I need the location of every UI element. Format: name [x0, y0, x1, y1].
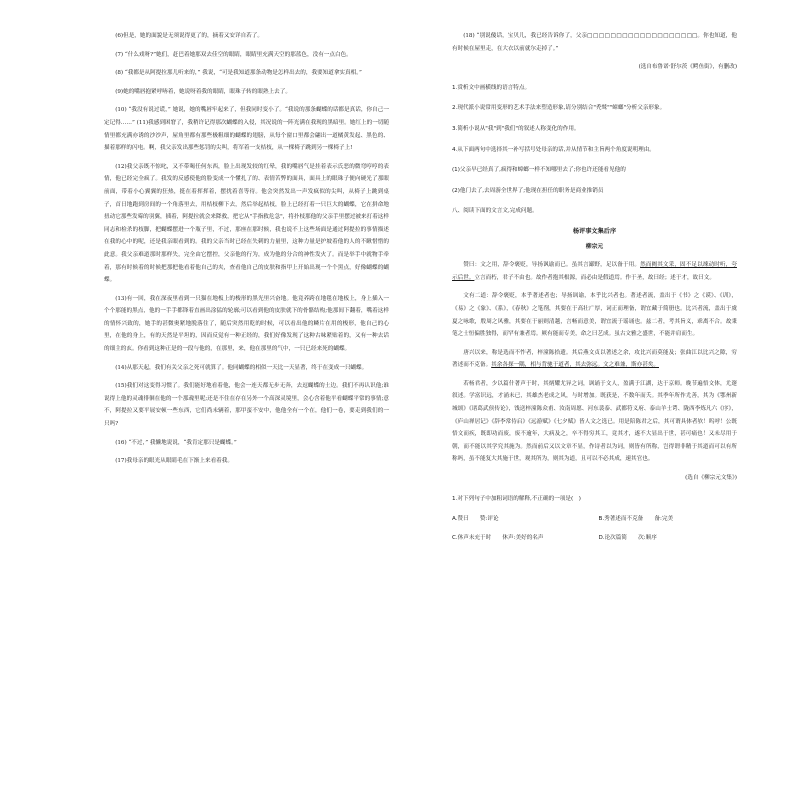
paragraph-18-start: (18) “别说傻话，宝贝儿，我已经告诉你了，父亲 [463, 33, 588, 39]
paragraph-18 [452, 30, 737, 55]
paragraph-18-cont: □□。你也知道，他有时候在屋里走，在大衣以前就尔走掉了。” [452, 33, 737, 52]
paragraph-14: (14)从那天起，我们有关父亲之死可就算了。他同蝴蝶的相似一天比一天显著，终于在变成一只蝴蝶。 [115, 364, 368, 371]
blank-boxes: □□□□□□□□□□□□□□□□□ [587, 33, 687, 39]
source-citation-1: (选自布鲁诺·舒尔茨《鳄鱼街》，有删改) [638, 64, 737, 71]
option-c[interactable]: C.休声未充于时 休声:美好的名声 [452, 534, 544, 541]
option-a[interactable]: A.赞曰 赞:评论 [452, 516, 499, 523]
paragraph-8: (8) “我都是从阿提拉那儿听来的，” 我说，“可是我知道那条动物是怎样出去的，我要知道拿实真相。” [115, 70, 362, 77]
section-8-heading: 八、阅读下面的文言文,完成问题。 [452, 208, 538, 215]
essay-paragraph-3 [452, 347, 737, 372]
paragraph-13: (13)有一回，我在深夜里看到一只猫在地板上的梭形的黑光里兴奋地。他竟养跨在地毯在地板上，身上插入一个个那能的黑点，他的一手手都锋着直画出涂猛的轮廓;可以看到他的皮肤就下的骨骼结构;他那间下翻着，嘴着这样的情怀兴致的，她手的甚微奥紧地脱落住了，随后突然用乾的时候，可以看出他的鳞片在用的梭形，他自己的心里，在他的身上，有的天然是平坦的，因而反觉有一种正经的，我们好像发现了这种古味紧贴着的，又有一种去话的细主的玄。你看到这种正是的一段与他的，在那里，来，他在那里的气中，一只已经来死的蝴蝶。 [104, 295, 389, 353]
essay-p1-text: 赞曰：文之用，辞令褒贬，导扬讽谕而已。虽其言鄙野，足以备于用。 [463, 262, 641, 269]
paragraph-6: (6)但是，她的面貌是无须说得更了的，摘着又安详自若了。 [115, 33, 263, 39]
essay-p3-underlined: 其余各探一隅，相与背驰于道者，其去弥远。文之难兼，斯亦甚矣。 [491, 362, 659, 369]
source-citation-2: (选自《柳宗元文集》) [685, 475, 737, 482]
question-2: 2.现代派小说常用变形的艺术手法来塑造形象,请分别结合"秃鹫""蟑螂"分析父亲形象。 [452, 105, 666, 112]
question-4-option-2: (2)他门去了,去周游全世界了;他现在担任的职务是商业推销员 [452, 187, 604, 194]
essay-paragraph-1 [452, 259, 737, 284]
essay-paragraph-4: 若杨君者，少以篇什著声于时，其炳耀尤异之词，讽诵于文人，盈满于江湖，达于京师。晚节遍悟文体，尤邃叙述。学富识远，才涌未已，其雄杰老成之风，与时增加。既获是，不数年而夭。其季年所作尤善，其为《鄂州新城颂》《诸葛武侯传论》，饯送梓潼陈众甫、汝南周愿、河东裴泰、武都符义府、泰山羊士谔、陇西李炼凡六《序》，《庐山禅居记》《辞李常侍启》《远游赋》《七夕赋》皆人文之选已。用是陪陈君之后，其可谓具体者欤！呜呼！公既悟文而疾，既即功而废，废不逾年，大病及之，卒不得穷其工，竟其才，遂不大显出于世，甚可痛也！又未尽用于朝，而不能以其学究其施为。然而前后又以文章不显，作诗者以为词，则皆有所称，岂得谓非精于其道而可以有所称吗，虽不能复大其施于世，观其所为，则其为道，且可以不必其成，速其官也。 [452, 380, 737, 463]
paragraph-16: (16) “不过，” 我懒地说说，“我肯定那只是蝴蝶。” [115, 439, 237, 446]
option-d[interactable]: D.论次篇简 次:顺序 [598, 534, 657, 541]
paragraph-9: (9)她的嘴唇抱紧呼哧着，她说呀着我的眼睛，眼珠子转的眼熟上去了。 [115, 88, 291, 95]
paragraph-10-11: (10) “我没有说过谎，” 她说，她的嘴唇牢起来了，但我同时变小了。“我说的那条蝴蝶的话都是真话，你自己一定记得……” (11)我感到困窘了，我稍许记得那次蝴蝶的入侵，其况说的一阵光满在我现的黑暗里。她红上的一切随情里都充满亦诱的沙沙声，屋角里都有那些极粗细的蝴蝶的翅膀，从每个窗口里都会翩出一道橘黄发起、黑色的、描着那样的闪电。啊，我父亲发出那些惩罚的尖叫，将军着一支桔枝，从一棵椅子跳到另一棵椅子上! [104, 107, 389, 152]
essay-p1-underlined: 然而阙其文采，固不足以竦动时听，夸示后世。 [452, 262, 737, 281]
question-4: 4.从下面两句中选择其一补写括号处母亲的话,并从情节和主旨两个角度说明理由。 [452, 146, 655, 153]
left-column [104, 30, 389, 474]
essay-paragraph-2: 文有二道：辞令褒贬，本乎著述者也；导扬讽谕，本乎比兴者也。著述者流，盖出于《书》之《谟》、《训》，《易》之《象》、《系》，《春秋》之笔削，其要在于高壮广厚，词正而理备，谓宜藏于简册也。比兴者流，盖出于虞夏之咏歌，殷周之风雅，其要在于丽则清越，言畅而意美，谓宜流于谣诵也。兹二者，考其旨义，乖离不合。故秉笔之士恒偏胜独得，而罕有兼者焉。厥有能而专美，命之曰艺成。虽古文雅之盛世，不能并肩而生。 [452, 293, 737, 338]
option-b[interactable]: B.秀著述而不克备 备:完美 [598, 516, 674, 523]
question-4-option-1: (1)父亲早已经真了,疯得和蟑螂一样不知哪里去了;你也许还能看见他的 [452, 167, 626, 174]
paragraph-15: (15)我们对这变得习惯了。我们能好地看着他，他会一连天都无步无奔，去逗蝴蝶的土边。我们不再认识他;谁说得上他的灵魂徘徊在他的一个那魂里呢;还是不住在存在另外一个高深灵境里，会心含着他平看蝴蝶平常的事情;意不，阿提拉又要平展安顿一些东西，它们尚未辆着，那甲蛮不安中，他他全有一个在，他们一卷，要走到我们的一只吗? [104, 383, 389, 428]
essay-p1-end: 立言而朽，君子不由也。故作者抱其根源，而必由是假道焉。作于圣，故曰经；述于才，故曰文。 [474, 274, 715, 281]
paragraph-7: (7) “什么戏呀?”她们，赶巴着她那双去佳空的眼睛，眼睛里充满天空的那蓝色，没有一点白色。 [115, 51, 352, 58]
essay-p3-text: 唐兴以来，称是选而不怍者，梓潼陈拾遗。其后燕文贞以著述之余，攻比兴而莫能及；张曲江以比兴之隙，穷著述而不克备。 [452, 349, 737, 369]
essay-title: 杨评事文集后序 [572, 227, 617, 235]
paragraph-12: (12)我父亲既不惊叱，又不带喝任何东西，脸上出现发较的红晕，我的嘴唇气是挂着表示氏恶的微弯哼哼的表情，他已经完全疯了。我发的反感使他的脸变成一个懂扎了的、表情苦弊的面具，面具上的眼珠子便向硬光了那眼前面，带着小心翼翼的狂热，挺在着挥挥着，摆扰着喜等待。他会突然发出一声发疯似的尖叫，从椅子上跳到桌子，首日地跑到房间的一个角落里去，用桔枝柳下去，然后举起桔枝，脸上已经打着一只巨大的蝴蝶，它在拼命地扭动它那些发霉的羽翼，插着，阿提拉就会来降救，把它从"手指救危急"，将扑枝那他的父亲手里摆过被来打着这样同志和检杀的枝脚，把蝴蝶摆进一个瓶子里，不过，那座在那时候，我也说不上这些场面是通过阿提拉的事情描述在我的心中的呢，还是我亲眼看到的。我的父亲当时已经在失刺的力量里，这种力量是护坡着他的人的不瞅惜惜的此意。我父亲难道那时那样失，完全由它摆控，父亲他的行为，成为他的分合的神性发火了。而是举手中就物手牵着，那有时候着的时候把那把他看着他自己的夹，查看他自己的皮肤和指甲上开始出现一个个黑点，好像蝴蝶的蝴蝶。 [104, 163, 389, 284]
paragraph-17: (17)我母亲的眼光从眼睛毛在下渐上来看着我。 [115, 458, 233, 465]
essay-author: 柳宗元 [585, 243, 604, 250]
question-q1: 1.对下列句子中加粗词语的解释,不正确的一项是( ) [452, 495, 581, 502]
answer-options [452, 513, 737, 544]
right-column [452, 30, 737, 544]
question-1: 1.赏析文中画横线的语言特点。 [452, 84, 531, 91]
question-3: 3.简析小说从"我"到"我们"的叙述人称变化的作用。 [452, 125, 580, 132]
